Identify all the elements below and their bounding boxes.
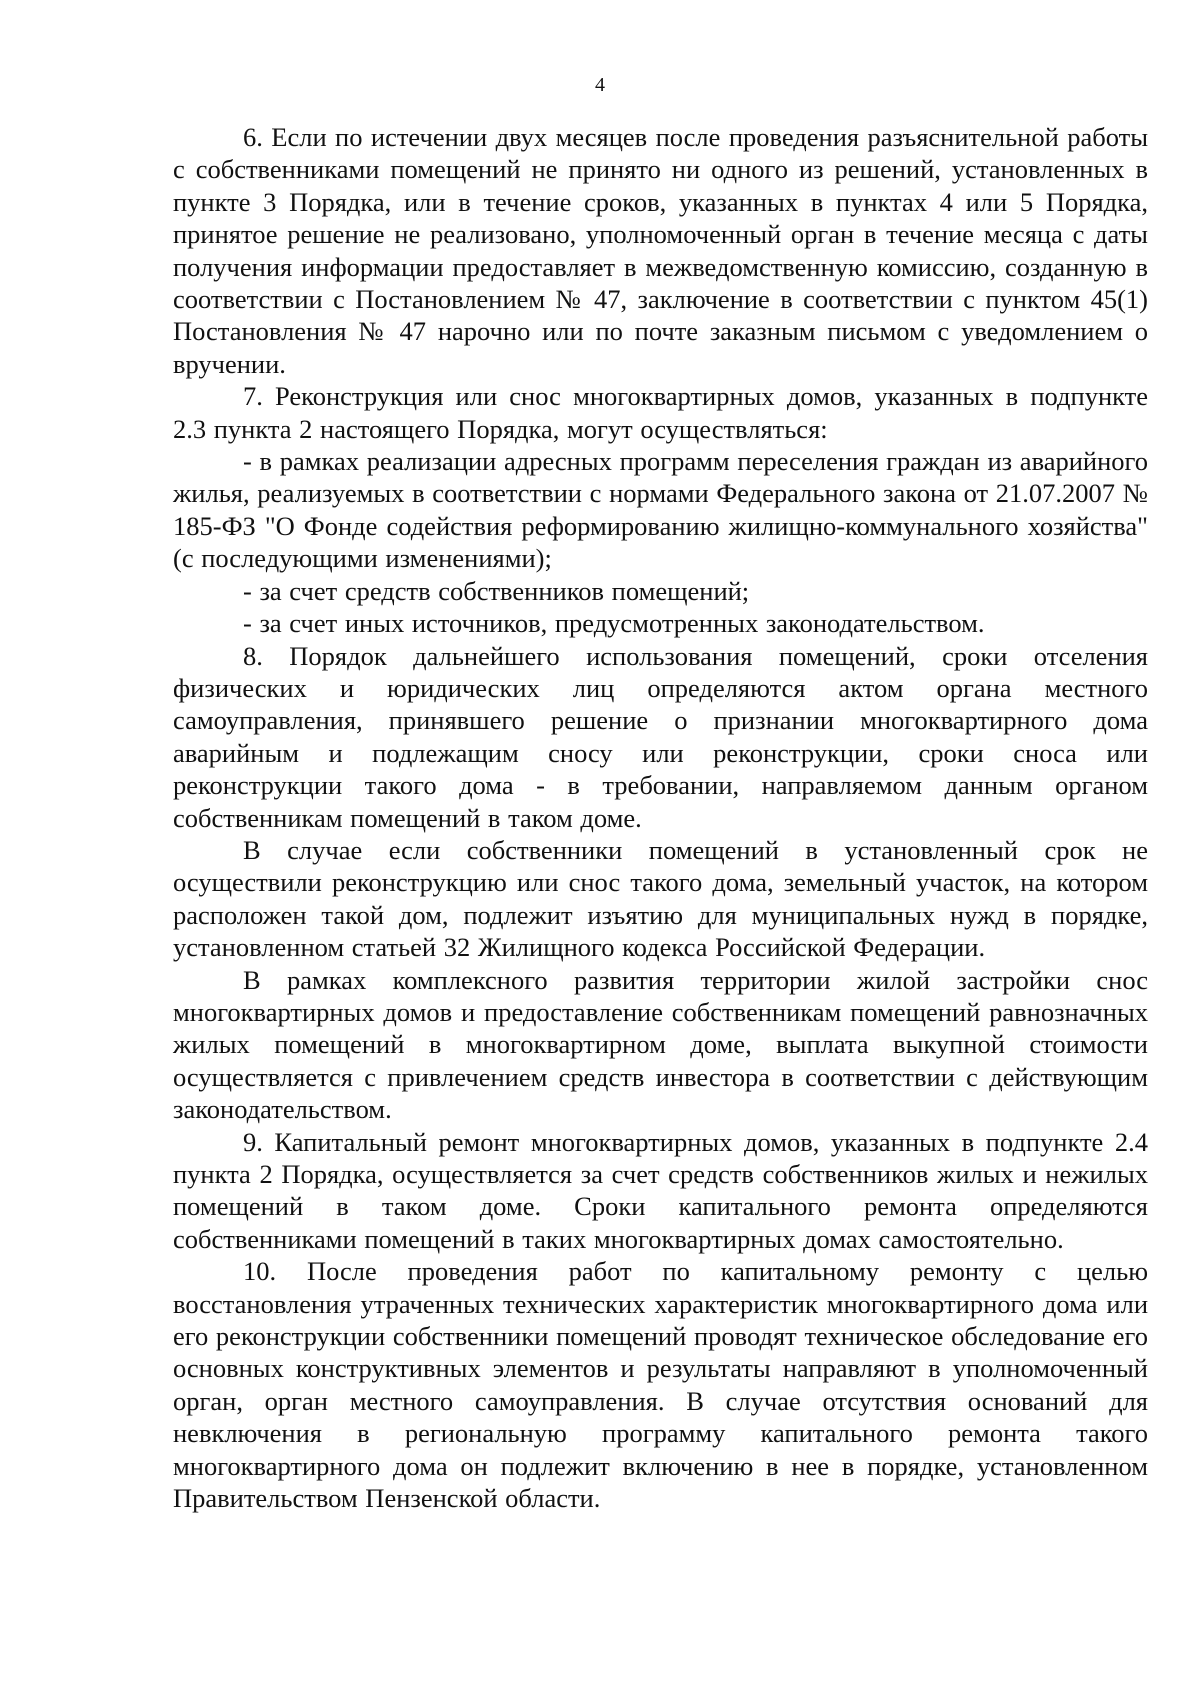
paragraph-item-10: 10. После проведения работ по капитальному ремонту с целью восстановления утраченных технических характеристик многоквартирного дома или его реконструкции собственники помещений проводят техническое обследование его основных конструктивных элементов и результаты направляют в уполномоченный орган, орган местного самоуправления. В случае отсутствия оснований для невключения в региональную программу капитального ремонта такого многоквартирного дома он подлежит включению в нее в порядке, установленном Правительством Пензенской области. [173,1256,1148,1514]
paragraph-list-item-other-sources: - за счет иных источников, предусмотренных законодательством. [243,608,985,639]
paragraph-item-9: 9. Капитальный ремонт многоквартирных домов, указанных в подпункте 2.4 пункта 2 Порядка, осуществляется за счет средств собственников жилых и нежилых помещений в таком доме. Сроки капитального ремонта определяются собственниками помещений в таких многоквартирных домах самостоятельно. [173,1126,1148,1254]
page-number: 4 [595,74,605,96]
paragraph-complex-development: В рамках комплексного развития территории жилой застройки снос многоквартирных домов и предоставление собственникам помещений равнозначных жилых помещений в многоквартирном доме, выплата выкупной стоимости осуществляется с привлечением средств инвестора в соответствии с действующим законодательством. [173,964,1148,1125]
paragraph-item-6: 6. Если по истечении двух месяцев после проведения разъяснительной работы с собственниками помещений не принято ни одного из решений, установленных в пункте 3 Порядка, или в течение сроков, указанных в пунктах 4 или 5 Порядка, принятое решение не реализовано, уполномоченный орган в течение месяца с даты получения информации предоставляет в межведомственную комиссию, созданную в соответствии с Постановлением № 47, заключение в соответствии с пунктом 45(1) Постановления № 47 нарочно или по почте заказным письмом с уведомлением о вручении. [173,122,1148,379]
document-body [173,121,1148,1514]
paragraph-item-8: 8. Порядок дальнейшего использования помещений, сроки отселения физических и юридических лиц определяются актом органа местного самоуправления, принявшего решение о признании многоквартирного дома аварийным и подлежащим сносу или реконструкции, сроки сноса или реконструкции такого дома - в требовании, направляемом данным органом собственникам помещений в таком доме. [173,640,1148,833]
paragraph-seizure: В случае если собственники помещений в установленный срок не осуществили реконструкцию или снос такого дома, земельный участок, на котором расположен такой дом, подлежит изъятию для муниципальных нужд в порядке, установленном статьей 32 Жилищного кодекса Российской Федерации. [173,834,1148,963]
paragraph-item-7: 7. Реконструкция или снос многоквартирных домов, указанных в подпункте 2.3 пункта 2 настоящего Порядка, могут осуществляться: [173,381,1148,444]
paragraph-list-item-programs: - в рамках реализации адресных программ переселения граждан из аварийного жилья, реализуемых в соответствии с нормами Федерального закона от 21.07.2007 № 185-ФЗ "О Фонде содействия реформированию жилищно-коммунального хозяйства" (с последующими изменениями); [173,446,1148,574]
paragraph-list-item-owners-funds: - за счет средств собственников помещений; [243,575,750,606]
